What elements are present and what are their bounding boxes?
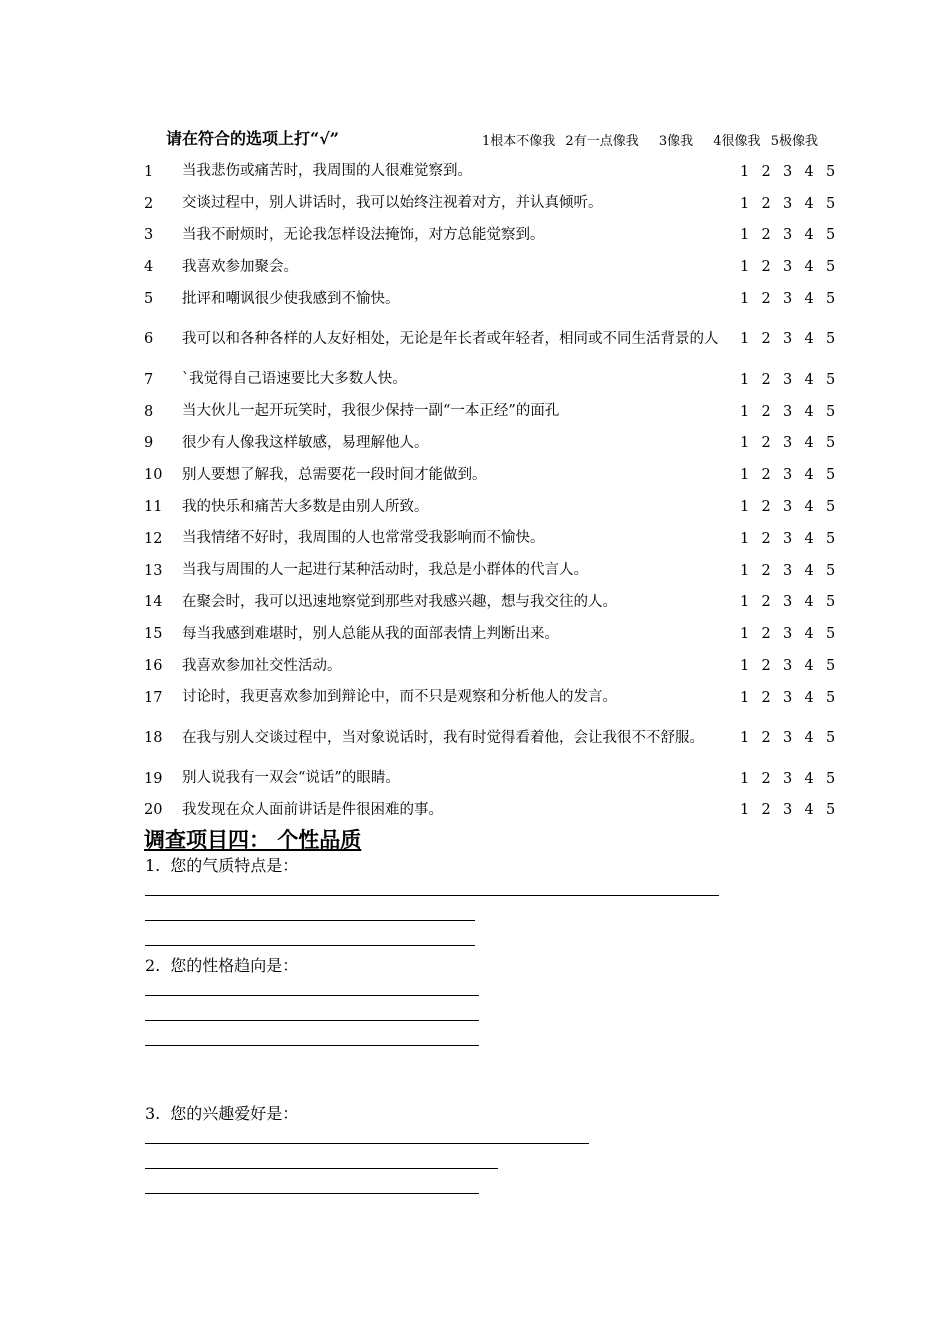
table-row bbox=[140, 618, 890, 650]
rating-option-2[interactable]: 2 bbox=[761, 163, 771, 180]
questionnaire-table bbox=[140, 156, 890, 826]
rating-option-1[interactable]: 1 bbox=[740, 530, 750, 547]
rating-option-1[interactable]: 1 bbox=[740, 689, 750, 706]
answer-line[interactable] bbox=[145, 1045, 479, 1046]
rating-option-4[interactable]: 4 bbox=[804, 227, 814, 244]
rating-option-4[interactable]: 4 bbox=[804, 730, 814, 747]
rating-option-4[interactable]: 4 bbox=[804, 259, 814, 276]
rating-option-1[interactable]: 1 bbox=[740, 403, 750, 420]
question-number: 3. bbox=[145, 1104, 161, 1123]
table-row bbox=[140, 156, 890, 188]
rating-option-5[interactable]: 5 bbox=[826, 562, 836, 579]
question-number: 2. bbox=[145, 956, 161, 975]
answer-line[interactable] bbox=[145, 1168, 498, 1169]
rating-option-3[interactable]: 3 bbox=[783, 802, 793, 819]
table-row bbox=[140, 795, 890, 827]
rating-option-1[interactable]: 1 bbox=[740, 499, 750, 516]
rating-option-4[interactable]: 4 bbox=[804, 435, 814, 452]
rating-option-1[interactable]: 1 bbox=[740, 195, 750, 212]
rating-option-2[interactable]: 2 bbox=[761, 594, 771, 611]
rating-option-4[interactable]: 4 bbox=[804, 689, 814, 706]
answer-line[interactable] bbox=[145, 1193, 479, 1194]
rating-option-3[interactable]: 3 bbox=[783, 730, 793, 747]
item-number: 10 bbox=[144, 467, 163, 484]
answer-line[interactable] bbox=[145, 945, 475, 946]
item-statement: 我喜欢参加聚会。 bbox=[182, 258, 298, 275]
rating-option-2[interactable]: 2 bbox=[761, 658, 771, 675]
answer-line[interactable] bbox=[145, 995, 479, 996]
rating-option-2[interactable]: 2 bbox=[761, 259, 771, 276]
item-statement: 当我情绪不好时，我周围的人也常常受我影响而不愉快。 bbox=[182, 530, 545, 547]
rating-option-3[interactable]: 3 bbox=[783, 658, 793, 675]
rating-options bbox=[740, 315, 890, 364]
question-number: 1. bbox=[145, 856, 161, 875]
rating-option-3[interactable]: 3 bbox=[783, 499, 793, 516]
rating-option-5[interactable]: 5 bbox=[826, 331, 836, 348]
table-row bbox=[140, 220, 890, 252]
rating-option-4[interactable]: 4 bbox=[804, 770, 814, 787]
question-text: 您的性格趋向是： bbox=[170, 956, 299, 975]
rating-option-2[interactable]: 2 bbox=[761, 499, 771, 516]
rating-options bbox=[740, 428, 890, 460]
rating-option-1[interactable]: 1 bbox=[740, 594, 750, 611]
rating-option-2[interactable]: 2 bbox=[761, 227, 771, 244]
rating-option-1[interactable]: 1 bbox=[740, 658, 750, 675]
rating-options bbox=[740, 156, 890, 188]
table-row bbox=[140, 587, 890, 619]
rating-options bbox=[740, 795, 890, 827]
rating-option-4[interactable]: 4 bbox=[804, 291, 814, 308]
table-row bbox=[140, 188, 890, 220]
rating-option-4[interactable]: 4 bbox=[804, 499, 814, 516]
item-number: 17 bbox=[144, 689, 163, 706]
scale-label-3: 3像我 bbox=[658, 134, 694, 149]
item-statement: 别人要想了解我，总需要花一段时间才能做到。 bbox=[182, 466, 487, 483]
rating-option-5[interactable]: 5 bbox=[826, 467, 836, 484]
rating-option-1[interactable]: 1 bbox=[740, 770, 750, 787]
rating-option-2[interactable]: 2 bbox=[761, 403, 771, 420]
rating-option-4[interactable]: 4 bbox=[804, 163, 814, 180]
rating-option-5[interactable]: 5 bbox=[826, 770, 836, 787]
rating-options bbox=[740, 682, 890, 714]
item-number: 7 bbox=[144, 371, 154, 388]
table-row bbox=[140, 555, 890, 587]
rating-option-3[interactable]: 3 bbox=[783, 227, 793, 244]
rating-option-5[interactable]: 5 bbox=[826, 291, 836, 308]
rating-option-5[interactable]: 5 bbox=[826, 163, 836, 180]
table-row bbox=[140, 315, 890, 364]
rating-option-5[interactable]: 5 bbox=[826, 259, 836, 276]
rating-option-1[interactable]: 1 bbox=[740, 730, 750, 747]
rating-options bbox=[740, 220, 890, 252]
rating-option-2[interactable]: 2 bbox=[761, 371, 771, 388]
item-number: 12 bbox=[144, 530, 163, 547]
question-personality bbox=[145, 953, 298, 976]
rating-option-5[interactable]: 5 bbox=[826, 499, 836, 516]
item-number: 3 bbox=[144, 227, 154, 244]
rating-option-2[interactable]: 2 bbox=[761, 802, 771, 819]
rating-option-3[interactable]: 3 bbox=[783, 163, 793, 180]
rating-option-5[interactable]: 5 bbox=[826, 227, 836, 244]
item-number: 13 bbox=[144, 562, 163, 579]
rating-scale-legend bbox=[482, 130, 824, 149]
rating-option-2[interactable]: 2 bbox=[761, 467, 771, 484]
rating-option-3[interactable]: 3 bbox=[783, 435, 793, 452]
rating-option-4[interactable]: 4 bbox=[804, 195, 814, 212]
rating-option-3[interactable]: 3 bbox=[783, 689, 793, 706]
answer-line[interactable] bbox=[145, 895, 719, 896]
section-title: 调查项目四： 个性品质 bbox=[144, 827, 362, 852]
rating-option-1[interactable]: 1 bbox=[740, 802, 750, 819]
answer-line[interactable] bbox=[145, 1143, 589, 1144]
rating-options bbox=[740, 251, 890, 283]
item-number: 20 bbox=[144, 802, 163, 819]
item-number: 14 bbox=[144, 594, 163, 611]
rating-option-4[interactable]: 4 bbox=[804, 626, 814, 643]
rating-option-5[interactable]: 5 bbox=[826, 658, 836, 675]
rating-option-2[interactable]: 2 bbox=[761, 530, 771, 547]
item-statement: 我可以和各种各样的人友好相处，无论是年长者或年轻者，相同或不同生活背景的人 bbox=[182, 330, 719, 347]
item-statement: 我发现在众人面前讲话是件很困难的事。 bbox=[182, 801, 443, 818]
rating-option-4[interactable]: 4 bbox=[804, 562, 814, 579]
rating-option-3[interactable]: 3 bbox=[783, 467, 793, 484]
rating-option-3[interactable]: 3 bbox=[783, 371, 793, 388]
rating-option-2[interactable]: 2 bbox=[761, 195, 771, 212]
item-statement: 讨论时，我更喜欢参加到辩论中，而不只是观察和分析他人的发言。 bbox=[182, 689, 617, 706]
answer-line[interactable] bbox=[145, 1020, 479, 1021]
instruction-header bbox=[0, 126, 950, 152]
rating-option-1[interactable]: 1 bbox=[740, 163, 750, 180]
item-statement: 当我悲伤或痛苦时，我周围的人很难觉察到。 bbox=[182, 163, 472, 180]
question-interests bbox=[145, 1101, 298, 1124]
item-statement: 每当我感到难堪时，别人总能从我的面部表情上判断出来。 bbox=[182, 625, 559, 642]
table-row bbox=[140, 251, 890, 283]
item-number: 18 bbox=[144, 730, 163, 747]
item-statement: 批评和嘲讽很少使我感到不愉快。 bbox=[182, 290, 400, 307]
item-statement: 别人说我有一双会“说话”的眼睛。 bbox=[182, 770, 400, 787]
rating-option-5[interactable]: 5 bbox=[826, 530, 836, 547]
question-temperament bbox=[145, 853, 298, 876]
item-statement: `我觉得自己语速要比大多数人快。 bbox=[182, 371, 407, 388]
rating-option-2[interactable]: 2 bbox=[761, 291, 771, 308]
rating-option-5[interactable]: 5 bbox=[826, 371, 836, 388]
rating-options bbox=[740, 459, 890, 491]
item-statement: 在我与别人交谈过程中，当对象说话时，我有时觉得看着他，会让我很不不舒服。 bbox=[182, 729, 704, 746]
item-number: 11 bbox=[144, 499, 163, 516]
rating-option-4[interactable]: 4 bbox=[804, 802, 814, 819]
table-row bbox=[140, 459, 890, 491]
rating-option-4[interactable]: 4 bbox=[804, 403, 814, 420]
rating-options bbox=[740, 763, 890, 795]
rating-option-5[interactable]: 5 bbox=[826, 689, 836, 706]
rating-options bbox=[740, 650, 890, 682]
rating-option-1[interactable]: 1 bbox=[740, 626, 750, 643]
question-text: 您的气质特点是： bbox=[170, 856, 299, 875]
item-statement: 交谈过程中，别人讲话时，我可以始终注视着对方，并认真倾听。 bbox=[182, 195, 603, 212]
question-text: 您的兴趣爱好是： bbox=[170, 1104, 299, 1123]
rating-option-1[interactable]: 1 bbox=[740, 371, 750, 388]
rating-option-4[interactable]: 4 bbox=[804, 658, 814, 675]
answer-line[interactable] bbox=[145, 920, 475, 921]
rating-options bbox=[740, 283, 890, 315]
rating-options bbox=[740, 714, 890, 763]
rating-option-3[interactable]: 3 bbox=[783, 331, 793, 348]
rating-option-2[interactable]: 2 bbox=[761, 562, 771, 579]
rating-option-3[interactable]: 3 bbox=[783, 562, 793, 579]
rating-option-2[interactable]: 2 bbox=[761, 626, 771, 643]
rating-option-3[interactable]: 3 bbox=[783, 594, 793, 611]
rating-option-5[interactable]: 5 bbox=[826, 802, 836, 819]
rating-option-1[interactable]: 1 bbox=[740, 227, 750, 244]
rating-option-5[interactable]: 5 bbox=[826, 435, 836, 452]
scale-label-1: 1根本不像我 bbox=[482, 134, 556, 149]
rating-option-3[interactable]: 3 bbox=[783, 626, 793, 643]
rating-options bbox=[740, 396, 890, 428]
item-number: 1 bbox=[144, 163, 154, 180]
item-statement: 我的快乐和痛苦大多数是由别人所致。 bbox=[182, 498, 429, 515]
rating-options bbox=[740, 618, 890, 650]
rating-options bbox=[740, 587, 890, 619]
rating-option-4[interactable]: 4 bbox=[804, 331, 814, 348]
rating-option-5[interactable]: 5 bbox=[826, 403, 836, 420]
table-row bbox=[140, 650, 890, 682]
rating-option-5[interactable]: 5 bbox=[826, 730, 836, 747]
item-statement: 在聚会时，我可以迅速地察觉到那些对我感兴趣，想与我交往的人。 bbox=[182, 593, 617, 610]
rating-option-1[interactable]: 1 bbox=[740, 331, 750, 348]
table-row bbox=[140, 491, 890, 523]
rating-option-2[interactable]: 2 bbox=[761, 770, 771, 787]
item-statement: 当我与周围的人一起进行某种活动时，我总是小群体的代言人。 bbox=[182, 562, 588, 579]
rating-options bbox=[740, 523, 890, 555]
table-row bbox=[140, 682, 890, 714]
rating-options bbox=[740, 555, 890, 587]
rating-option-3[interactable]: 3 bbox=[783, 403, 793, 420]
scale-label-2: 2有一点像我 bbox=[565, 134, 639, 149]
item-number: 15 bbox=[144, 626, 163, 643]
item-number: 2 bbox=[144, 195, 154, 212]
item-number: 8 bbox=[144, 403, 154, 420]
rating-option-5[interactable]: 5 bbox=[826, 626, 836, 643]
rating-option-3[interactable]: 3 bbox=[783, 770, 793, 787]
rating-option-4[interactable]: 4 bbox=[804, 467, 814, 484]
rating-option-4[interactable]: 4 bbox=[804, 594, 814, 611]
item-statement: 很少有人像我这样敏感，易理解他人。 bbox=[182, 434, 429, 451]
rating-options bbox=[740, 188, 890, 220]
rating-option-2[interactable]: 2 bbox=[761, 689, 771, 706]
rating-option-1[interactable]: 1 bbox=[740, 562, 750, 579]
rating-option-3[interactable]: 3 bbox=[783, 291, 793, 308]
rating-option-2[interactable]: 2 bbox=[761, 435, 771, 452]
rating-option-2[interactable]: 2 bbox=[761, 331, 771, 348]
rating-option-4[interactable]: 4 bbox=[804, 371, 814, 388]
item-number: 6 bbox=[144, 331, 154, 348]
item-statement: 当大伙儿一起开玩笑时，我很少保持一副“一本正经”的面孔 bbox=[182, 403, 560, 420]
rating-option-1[interactable]: 1 bbox=[740, 467, 750, 484]
item-number: 4 bbox=[144, 259, 154, 276]
item-statement: 我喜欢参加社交性活动。 bbox=[182, 657, 342, 674]
rating-option-5[interactable]: 5 bbox=[826, 594, 836, 611]
rating-option-3[interactable]: 3 bbox=[783, 259, 793, 276]
table-row bbox=[140, 763, 890, 795]
item-number: 16 bbox=[144, 658, 163, 675]
item-number: 19 bbox=[144, 770, 163, 787]
item-statement: 当我不耐烦时，无论我怎样设法掩饰，对方总能觉察到。 bbox=[182, 226, 545, 243]
table-row bbox=[140, 714, 890, 763]
rating-options bbox=[740, 491, 890, 523]
rating-option-5[interactable]: 5 bbox=[826, 195, 836, 212]
instruction-text: 请在符合的选项上打“√” bbox=[166, 129, 339, 148]
rating-option-1[interactable]: 1 bbox=[740, 435, 750, 452]
rating-option-3[interactable]: 3 bbox=[783, 530, 793, 547]
scale-label-4: 4很像我 bbox=[713, 134, 761, 149]
rating-option-1[interactable]: 1 bbox=[740, 291, 750, 308]
table-row bbox=[140, 523, 890, 555]
rating-option-2[interactable]: 2 bbox=[761, 730, 771, 747]
item-number: 5 bbox=[144, 291, 154, 308]
rating-option-3[interactable]: 3 bbox=[783, 195, 793, 212]
table-row bbox=[140, 364, 890, 396]
rating-options bbox=[740, 364, 890, 396]
table-row bbox=[140, 396, 890, 428]
item-number: 9 bbox=[144, 435, 154, 452]
table-row bbox=[140, 428, 890, 460]
scale-label-5: 5极像我 bbox=[770, 134, 818, 149]
rating-option-1[interactable]: 1 bbox=[740, 259, 750, 276]
table-row bbox=[140, 283, 890, 315]
rating-option-4[interactable]: 4 bbox=[804, 530, 814, 547]
